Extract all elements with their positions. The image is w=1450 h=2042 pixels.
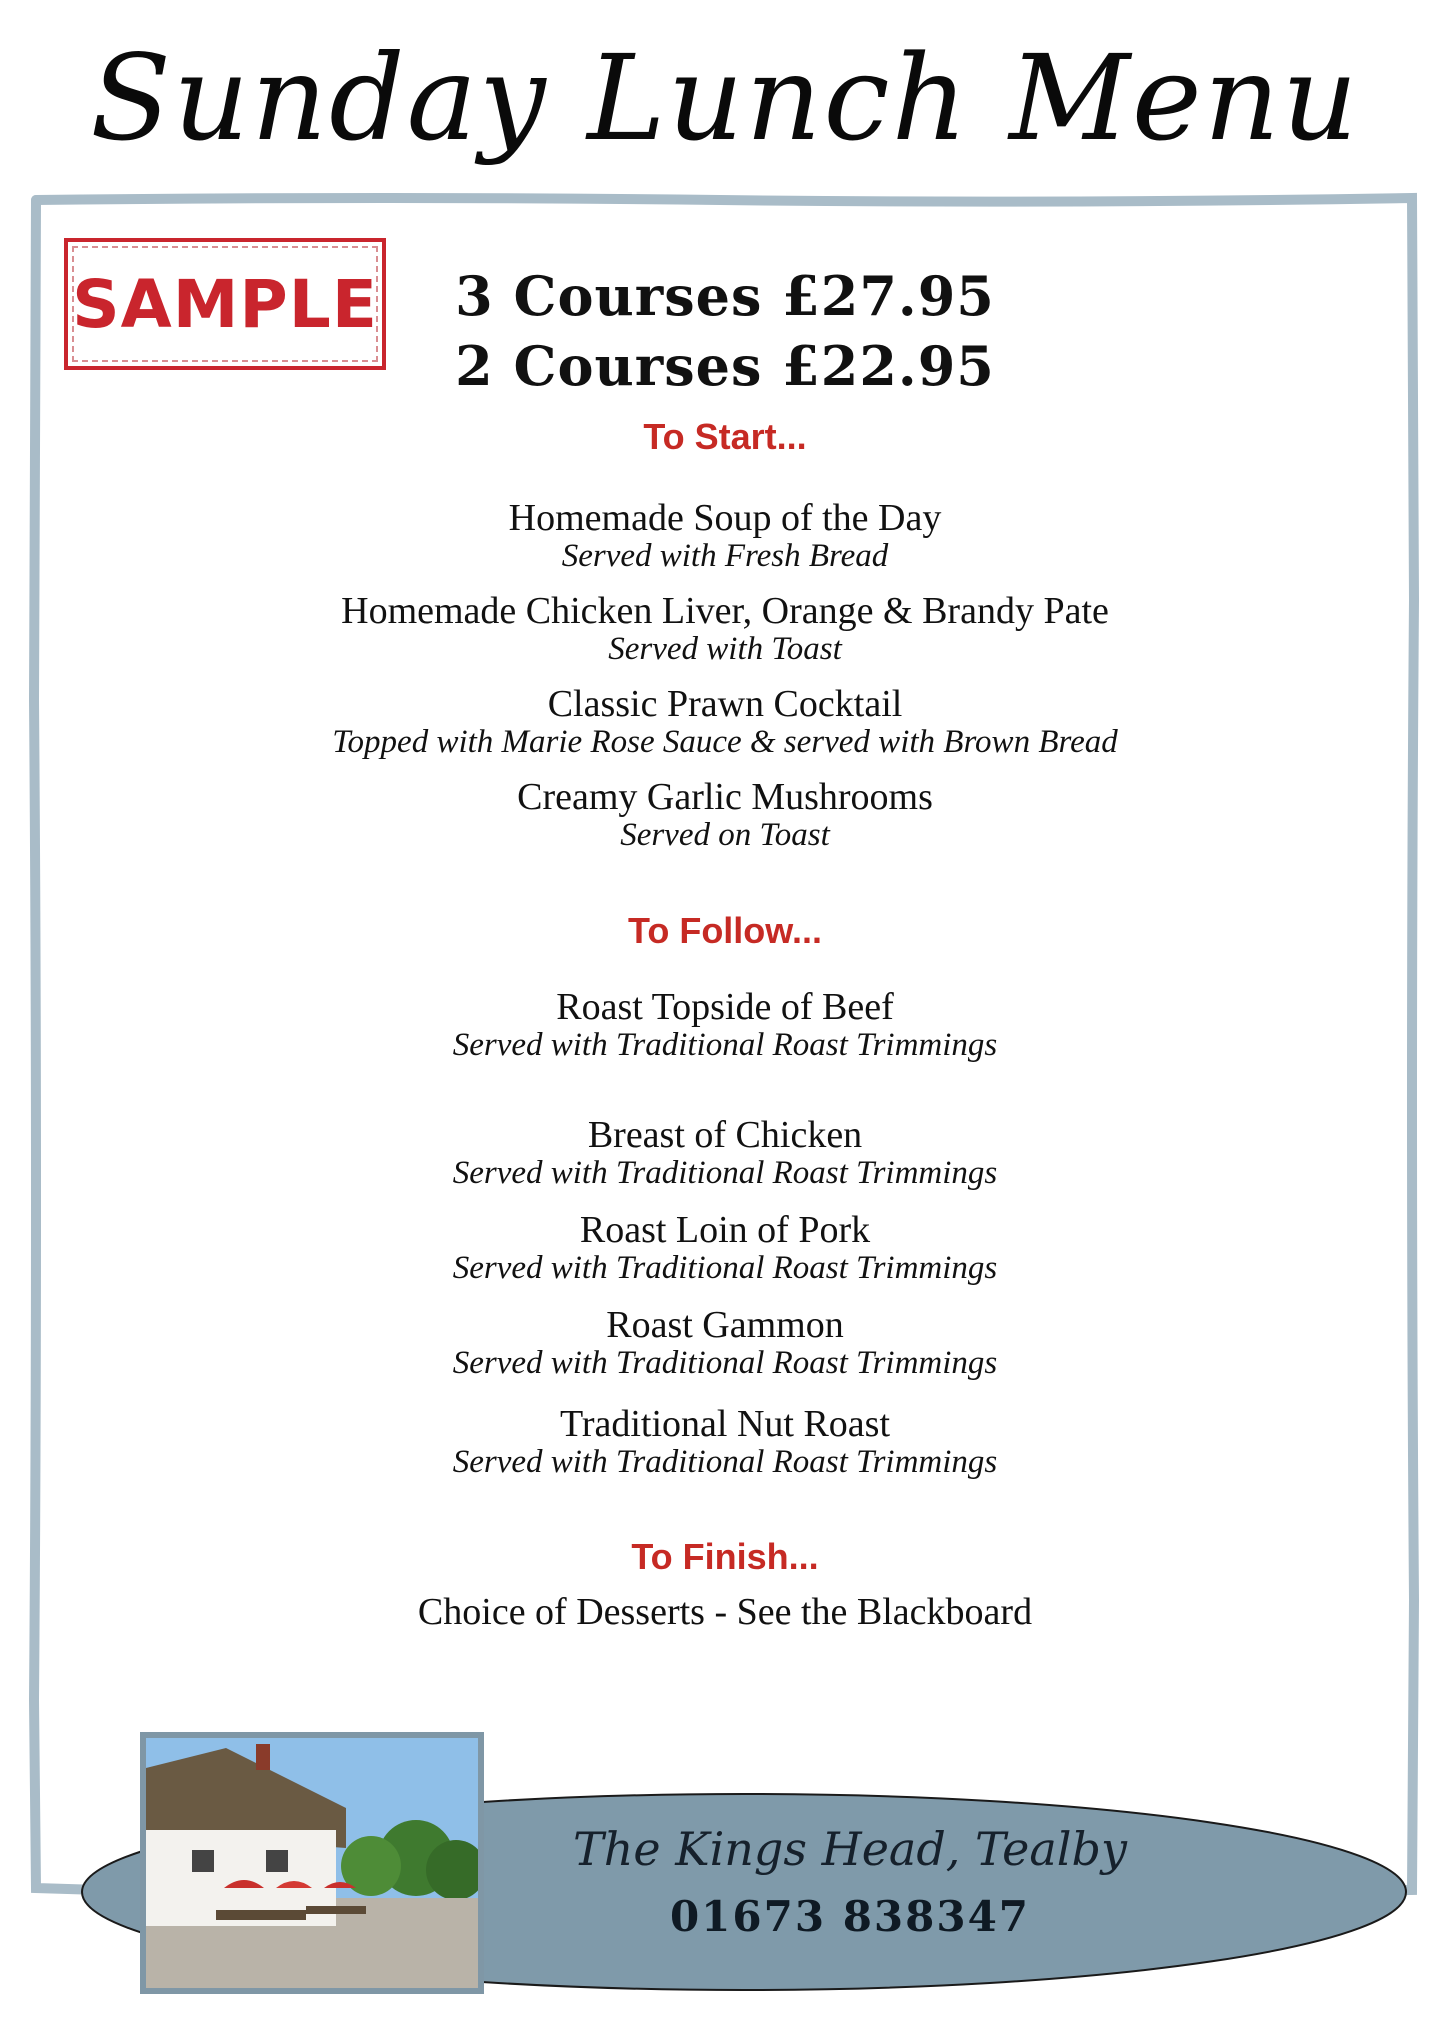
item-name: Roast Gammon bbox=[606, 1304, 844, 1346]
item-description: Served with Traditional Roast Trimmings bbox=[452, 1345, 998, 1381]
item-description: Served with Traditional Roast Trimmings bbox=[452, 1027, 998, 1063]
item-name: Roast Loin of Pork bbox=[579, 1209, 871, 1251]
menu-item bbox=[0, 591, 1450, 667]
item-name: Traditional Nut Roast bbox=[559, 1403, 891, 1445]
price-three-courses: 3 Courses £27.95 bbox=[455, 264, 995, 328]
item-description: Served with Traditional Roast Trimmings bbox=[452, 1250, 998, 1286]
menu-item bbox=[0, 684, 1450, 760]
item-name: Breast of Chicken bbox=[587, 1114, 863, 1156]
pub-illustration bbox=[146, 1738, 478, 1988]
menu-item bbox=[0, 1115, 1450, 1191]
item-description: Served with Traditional Roast Trimmings bbox=[452, 1444, 998, 1480]
item-name: Homemade Chicken Liver, Orange & Brandy Pate bbox=[341, 590, 1109, 632]
price-two-courses: 2 Courses £22.95 bbox=[455, 334, 995, 398]
venue-name: The Kings Head, Tealby bbox=[573, 1822, 1127, 1876]
item-name: Creamy Garlic Mushrooms bbox=[517, 776, 933, 818]
menu-item bbox=[0, 1404, 1450, 1480]
pub-photo bbox=[140, 1732, 484, 1994]
menu-title: Sunday Lunch Menu bbox=[90, 29, 1360, 167]
desserts-text: Choice of Desserts - See the Blackboard bbox=[417, 1591, 1033, 1633]
section-heading-start: To Start... bbox=[643, 416, 807, 457]
item-name: Classic Prawn Cocktail bbox=[547, 683, 903, 725]
item-description: Served on Toast bbox=[620, 817, 830, 853]
menu-item bbox=[0, 1305, 1450, 1381]
menu-item bbox=[0, 777, 1450, 853]
section-heading-finish: To Finish... bbox=[631, 1536, 819, 1577]
item-name: Homemade Soup of the Day bbox=[508, 497, 942, 539]
item-description: Served with Traditional Roast Trimmings bbox=[452, 1155, 998, 1191]
item-description: Served with Toast bbox=[608, 631, 842, 667]
item-description: Topped with Marie Rose Sauce & served with Brown Bread bbox=[332, 724, 1118, 760]
sample-stamp: SAMPLE bbox=[64, 238, 386, 370]
menu-item bbox=[0, 1210, 1450, 1286]
menu-item bbox=[0, 987, 1450, 1063]
item-name: Roast Topside of Beef bbox=[556, 986, 894, 1028]
venue-phone: 01673 838347 bbox=[669, 1892, 1031, 1941]
section-heading-follow: To Follow... bbox=[628, 910, 822, 951]
menu-item bbox=[0, 498, 1450, 574]
item-description: Served with Fresh Bread bbox=[561, 538, 889, 574]
